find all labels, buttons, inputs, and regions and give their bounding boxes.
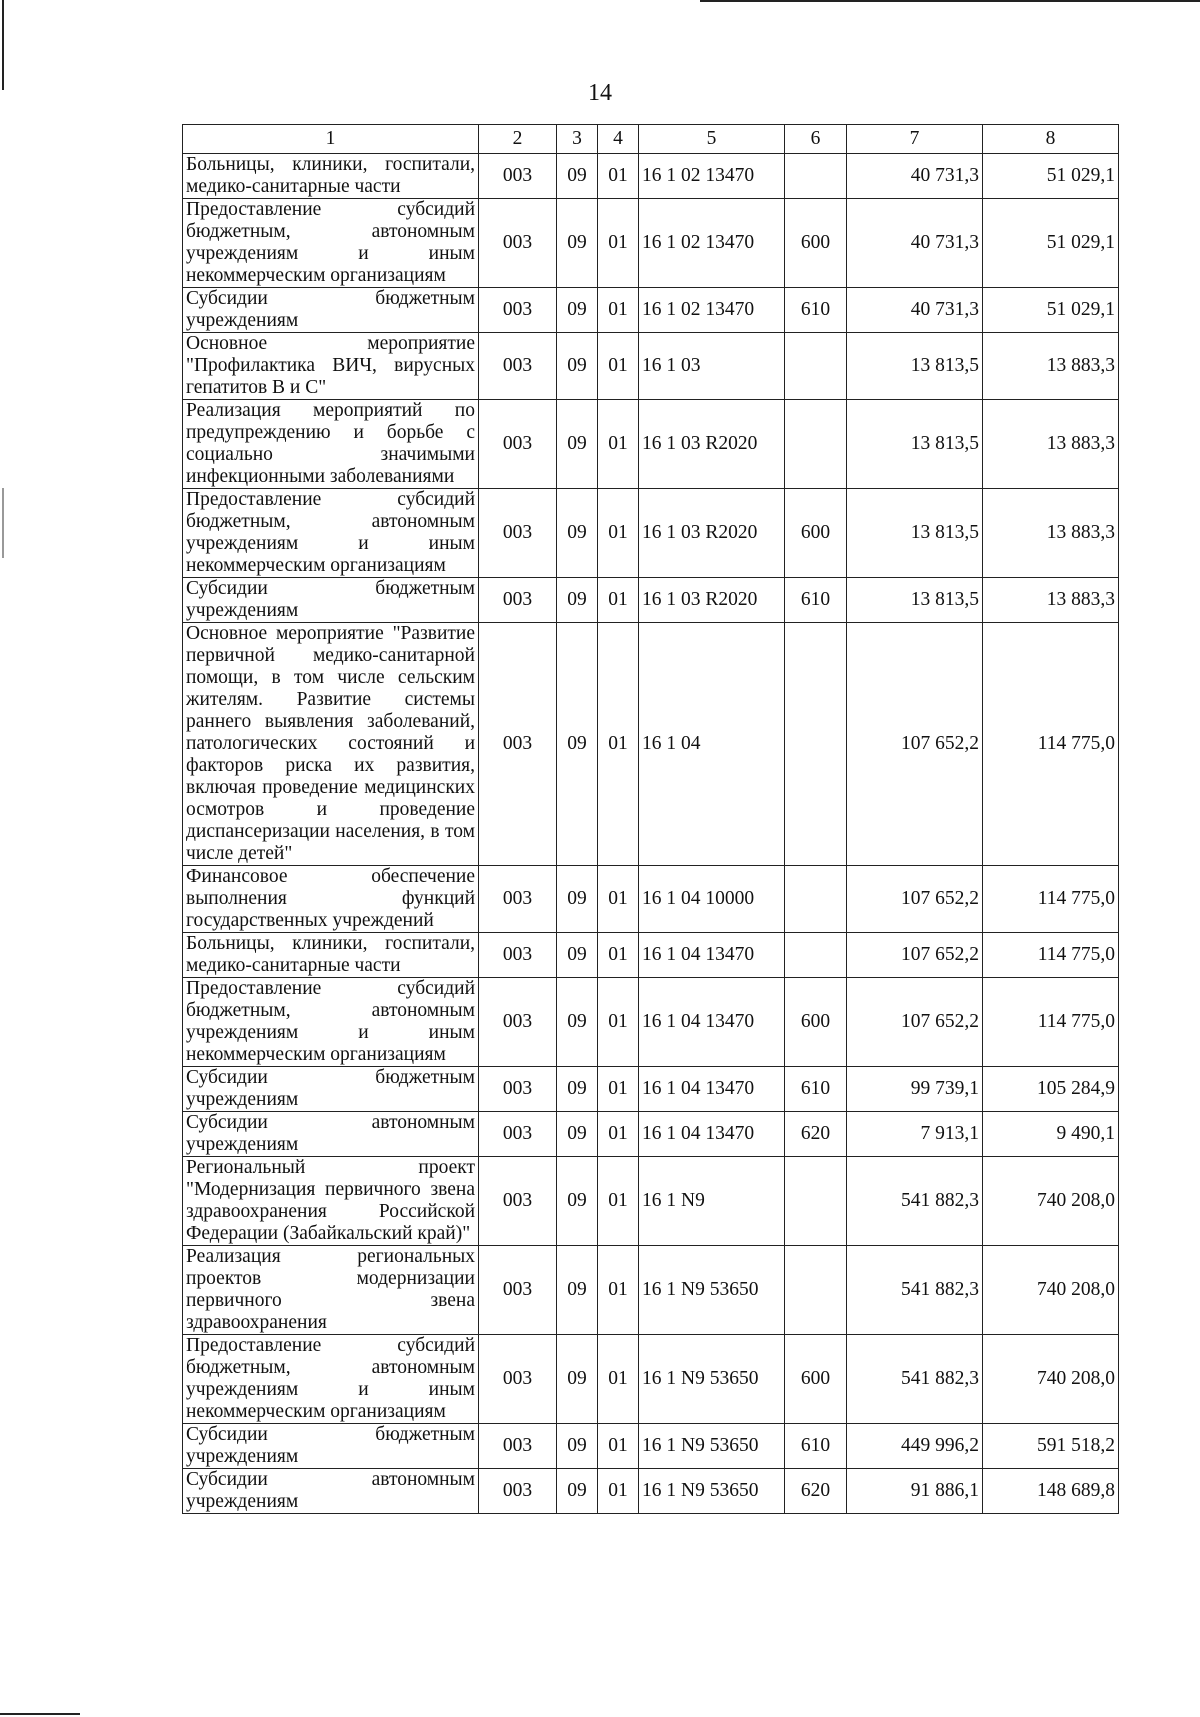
subsection-code-cell: 01 xyxy=(598,978,639,1067)
amount-col7-cell: 541 882,3 xyxy=(847,1246,983,1335)
target-article-cell: 16 1 04 13470 xyxy=(639,933,785,978)
column-header: 3 xyxy=(557,125,598,154)
item-name-cell: Региональный проект "Модернизация первичного звена здравоохранения Российской Федерации (Забайкальский край)" xyxy=(183,1157,479,1246)
ministry-code-cell: 003 xyxy=(479,1335,557,1424)
subsection-code-cell: 01 xyxy=(598,199,639,288)
ministry-code-cell: 003 xyxy=(479,489,557,578)
table-row xyxy=(183,1112,1119,1157)
section-code-cell: 09 xyxy=(557,978,598,1067)
target-article-cell: 16 1 04 10000 xyxy=(639,866,785,933)
section-code-cell: 09 xyxy=(557,933,598,978)
item-name-cell: Предоставление субсидий бюджетным, автономным учреждениям и иным некоммерческим организациям xyxy=(183,489,479,578)
amount-col7-cell: 91 886,1 xyxy=(847,1469,983,1514)
table-row xyxy=(183,1469,1119,1514)
expense-type-cell: 600 xyxy=(785,199,847,288)
item-name-cell: Основное мероприятие "Развитие первичной медико-санитарной помощи, в том числе сельским жителям. Развитие системы раннего выявления заболеваний, патологических состояний и факторов риска их развития, включая проведение медицинских осмотров и проведение диспансеризации населения, в том числе детей" xyxy=(183,623,479,866)
item-name-cell: Субсидии автономным учреждениям xyxy=(183,1469,479,1514)
target-article-cell: 16 1 03 R2020 xyxy=(639,489,785,578)
section-code-cell: 09 xyxy=(557,489,598,578)
ministry-code-cell: 003 xyxy=(479,1424,557,1469)
ministry-code-cell: 003 xyxy=(479,866,557,933)
expense-type-cell xyxy=(785,154,847,199)
amount-col8-cell: 114 775,0 xyxy=(983,978,1119,1067)
item-name-cell: Основное мероприятие "Профилактика ВИЧ, вирусных гепатитов В и С" xyxy=(183,333,479,400)
section-code-cell: 09 xyxy=(557,1335,598,1424)
section-code-cell: 09 xyxy=(557,1246,598,1335)
table-row xyxy=(183,578,1119,623)
ministry-code-cell: 003 xyxy=(479,1469,557,1514)
scan-edge-left xyxy=(2,0,4,90)
section-code-cell: 09 xyxy=(557,623,598,866)
amount-col8-cell: 51 029,1 xyxy=(983,199,1119,288)
target-article-cell: 16 1 02 13470 xyxy=(639,199,785,288)
ministry-code-cell: 003 xyxy=(479,978,557,1067)
section-code-cell: 09 xyxy=(557,1469,598,1514)
ministry-code-cell: 003 xyxy=(479,933,557,978)
amount-col7-cell: 40 731,3 xyxy=(847,288,983,333)
subsection-code-cell: 01 xyxy=(598,400,639,489)
expense-type-cell xyxy=(785,1246,847,1335)
expense-type-cell: 600 xyxy=(785,978,847,1067)
ministry-code-cell: 003 xyxy=(479,199,557,288)
column-header: 5 xyxy=(639,125,785,154)
item-name-cell: Субсидии бюджетным учреждениям xyxy=(183,1067,479,1112)
item-name-cell: Реализация мероприятий по предупреждению и борьбе с социально значимыми инфекционными заболеваниями xyxy=(183,400,479,489)
item-name-cell: Предоставление субсидий бюджетным, автономным учреждениям и иным некоммерческим организациям xyxy=(183,199,479,288)
item-name-cell: Больницы, клиники, госпитали, медико-санитарные части xyxy=(183,154,479,199)
amount-col8-cell: 13 883,3 xyxy=(983,400,1119,489)
column-header: 4 xyxy=(598,125,639,154)
amount-col7-cell: 40 731,3 xyxy=(847,154,983,199)
expense-type-cell: 620 xyxy=(785,1112,847,1157)
target-article-cell: 16 1 04 xyxy=(639,623,785,866)
amount-col8-cell: 114 775,0 xyxy=(983,866,1119,933)
ministry-code-cell: 003 xyxy=(479,288,557,333)
item-name-cell: Предоставление субсидий бюджетным, автономным учреждениям и иным некоммерческим организациям xyxy=(183,1335,479,1424)
amount-col8-cell: 13 883,3 xyxy=(983,578,1119,623)
target-article-cell: 16 1 04 13470 xyxy=(639,978,785,1067)
amount-col7-cell: 449 996,2 xyxy=(847,1424,983,1469)
item-name-cell: Предоставление субсидий бюджетным, автономным учреждениям и иным некоммерческим организациям xyxy=(183,978,479,1067)
item-name-cell: Больницы, клиники, госпитали, медико-санитарные части xyxy=(183,933,479,978)
amount-col8-cell: 9 490,1 xyxy=(983,1112,1119,1157)
item-name-cell: Финансовое обеспечение выполнения функций государственных учреждений xyxy=(183,866,479,933)
amount-col8-cell: 51 029,1 xyxy=(983,154,1119,199)
section-code-cell: 09 xyxy=(557,1157,598,1246)
column-header: 1 xyxy=(183,125,479,154)
amount-col8-cell: 740 208,0 xyxy=(983,1157,1119,1246)
expense-type-cell xyxy=(785,623,847,866)
target-article-cell: 16 1 N9 53650 xyxy=(639,1424,785,1469)
amount-col8-cell: 13 883,3 xyxy=(983,489,1119,578)
ministry-code-cell: 003 xyxy=(479,578,557,623)
expense-type-cell: 620 xyxy=(785,1469,847,1514)
item-name-cell: Реализация региональных проектов модернизации первичного звена здравоохранения xyxy=(183,1246,479,1335)
table-row xyxy=(183,288,1119,333)
subsection-code-cell: 01 xyxy=(598,933,639,978)
subsection-code-cell: 01 xyxy=(598,489,639,578)
expense-type-cell: 610 xyxy=(785,288,847,333)
scan-mark-left xyxy=(2,488,4,558)
section-code-cell: 09 xyxy=(557,1112,598,1157)
amount-col7-cell: 13 813,5 xyxy=(847,578,983,623)
table-row xyxy=(183,978,1119,1067)
section-code-cell: 09 xyxy=(557,578,598,623)
expense-type-cell xyxy=(785,933,847,978)
subsection-code-cell: 01 xyxy=(598,623,639,866)
section-code-cell: 09 xyxy=(557,1424,598,1469)
target-article-cell: 16 1 04 13470 xyxy=(639,1112,785,1157)
amount-col7-cell: 13 813,5 xyxy=(847,333,983,400)
subsection-code-cell: 01 xyxy=(598,1424,639,1469)
amount-col8-cell: 114 775,0 xyxy=(983,933,1119,978)
item-name-cell: Субсидии бюджетным учреждениям xyxy=(183,288,479,333)
target-article-cell: 16 1 N9 xyxy=(639,1157,785,1246)
table-row xyxy=(183,623,1119,866)
subsection-code-cell: 01 xyxy=(598,288,639,333)
subsection-code-cell: 01 xyxy=(598,578,639,623)
ministry-code-cell: 003 xyxy=(479,400,557,489)
amount-col7-cell: 107 652,2 xyxy=(847,933,983,978)
amount-col7-cell: 40 731,3 xyxy=(847,199,983,288)
header-row xyxy=(183,125,1119,154)
table-row xyxy=(183,489,1119,578)
expense-type-cell: 600 xyxy=(785,489,847,578)
page-number: 14 xyxy=(588,80,612,106)
table-row xyxy=(183,1246,1119,1335)
column-header: 2 xyxy=(479,125,557,154)
subsection-code-cell: 01 xyxy=(598,1246,639,1335)
amount-col8-cell: 114 775,0 xyxy=(983,623,1119,866)
section-code-cell: 09 xyxy=(557,1067,598,1112)
target-article-cell: 16 1 02 13470 xyxy=(639,154,785,199)
amount-col8-cell: 13 883,3 xyxy=(983,333,1119,400)
subsection-code-cell: 01 xyxy=(598,1335,639,1424)
target-article-cell: 16 1 N9 53650 xyxy=(639,1335,785,1424)
expense-type-cell: 600 xyxy=(785,1335,847,1424)
ministry-code-cell: 003 xyxy=(479,1067,557,1112)
table-row xyxy=(183,333,1119,400)
amount-col7-cell: 541 882,3 xyxy=(847,1157,983,1246)
table-row xyxy=(183,1424,1119,1469)
budget-table xyxy=(182,124,1119,1514)
amount-col7-cell: 107 652,2 xyxy=(847,623,983,866)
amount-col7-cell: 99 739,1 xyxy=(847,1067,983,1112)
target-article-cell: 16 1 N9 53650 xyxy=(639,1246,785,1335)
ministry-code-cell: 003 xyxy=(479,1112,557,1157)
amount-col7-cell: 7 913,1 xyxy=(847,1112,983,1157)
amount-col7-cell: 13 813,5 xyxy=(847,489,983,578)
expense-type-cell: 610 xyxy=(785,1067,847,1112)
table-row xyxy=(183,154,1119,199)
subsection-code-cell: 01 xyxy=(598,333,639,400)
table-body xyxy=(183,154,1119,1514)
ministry-code-cell: 003 xyxy=(479,1246,557,1335)
ministry-code-cell: 003 xyxy=(479,1157,557,1246)
section-code-cell: 09 xyxy=(557,288,598,333)
item-name-cell: Субсидии автономным учреждениям xyxy=(183,1112,479,1157)
section-code-cell: 09 xyxy=(557,154,598,199)
section-code-cell: 09 xyxy=(557,400,598,489)
subsection-code-cell: 01 xyxy=(598,154,639,199)
target-article-cell: 16 1 02 13470 xyxy=(639,288,785,333)
subsection-code-cell: 01 xyxy=(598,1112,639,1157)
ministry-code-cell: 003 xyxy=(479,333,557,400)
subsection-code-cell: 01 xyxy=(598,866,639,933)
amount-col7-cell: 13 813,5 xyxy=(847,400,983,489)
item-name-cell: Субсидии бюджетным учреждениям xyxy=(183,1424,479,1469)
table-row xyxy=(183,1157,1119,1246)
target-article-cell: 16 1 03 R2020 xyxy=(639,400,785,489)
table-row xyxy=(183,866,1119,933)
expense-type-cell xyxy=(785,866,847,933)
target-article-cell: 16 1 03 R2020 xyxy=(639,578,785,623)
table-row xyxy=(183,933,1119,978)
table-row xyxy=(183,1335,1119,1424)
section-code-cell: 09 xyxy=(557,199,598,288)
target-article-cell: 16 1 03 xyxy=(639,333,785,400)
subsection-code-cell: 01 xyxy=(598,1067,639,1112)
column-header: 7 xyxy=(847,125,983,154)
amount-col7-cell: 541 882,3 xyxy=(847,1335,983,1424)
amount-col8-cell: 740 208,0 xyxy=(983,1246,1119,1335)
scan-edge-top xyxy=(700,0,1200,2)
subsection-code-cell: 01 xyxy=(598,1157,639,1246)
scan-edge-bottom xyxy=(0,1713,80,1715)
subsection-code-cell: 01 xyxy=(598,1469,639,1514)
expense-type-cell xyxy=(785,333,847,400)
table-row xyxy=(183,1067,1119,1112)
expense-type-cell: 610 xyxy=(785,578,847,623)
expense-type-cell xyxy=(785,1157,847,1246)
section-code-cell: 09 xyxy=(557,866,598,933)
ministry-code-cell: 003 xyxy=(479,154,557,199)
expense-type-cell: 610 xyxy=(785,1424,847,1469)
amount-col8-cell: 740 208,0 xyxy=(983,1335,1119,1424)
table-row xyxy=(183,199,1119,288)
amount-col8-cell: 105 284,9 xyxy=(983,1067,1119,1112)
column-header: 6 xyxy=(785,125,847,154)
amount-col7-cell: 107 652,2 xyxy=(847,866,983,933)
item-name-cell: Субсидии бюджетным учреждениям xyxy=(183,578,479,623)
target-article-cell: 16 1 N9 53650 xyxy=(639,1469,785,1514)
amount-col8-cell: 148 689,8 xyxy=(983,1469,1119,1514)
target-article-cell: 16 1 04 13470 xyxy=(639,1067,785,1112)
ministry-code-cell: 003 xyxy=(479,623,557,866)
table-row xyxy=(183,400,1119,489)
amount-col8-cell: 51 029,1 xyxy=(983,288,1119,333)
column-header: 8 xyxy=(983,125,1119,154)
amount-col7-cell: 107 652,2 xyxy=(847,978,983,1067)
expense-type-cell xyxy=(785,400,847,489)
amount-col8-cell: 591 518,2 xyxy=(983,1424,1119,1469)
section-code-cell: 09 xyxy=(557,333,598,400)
